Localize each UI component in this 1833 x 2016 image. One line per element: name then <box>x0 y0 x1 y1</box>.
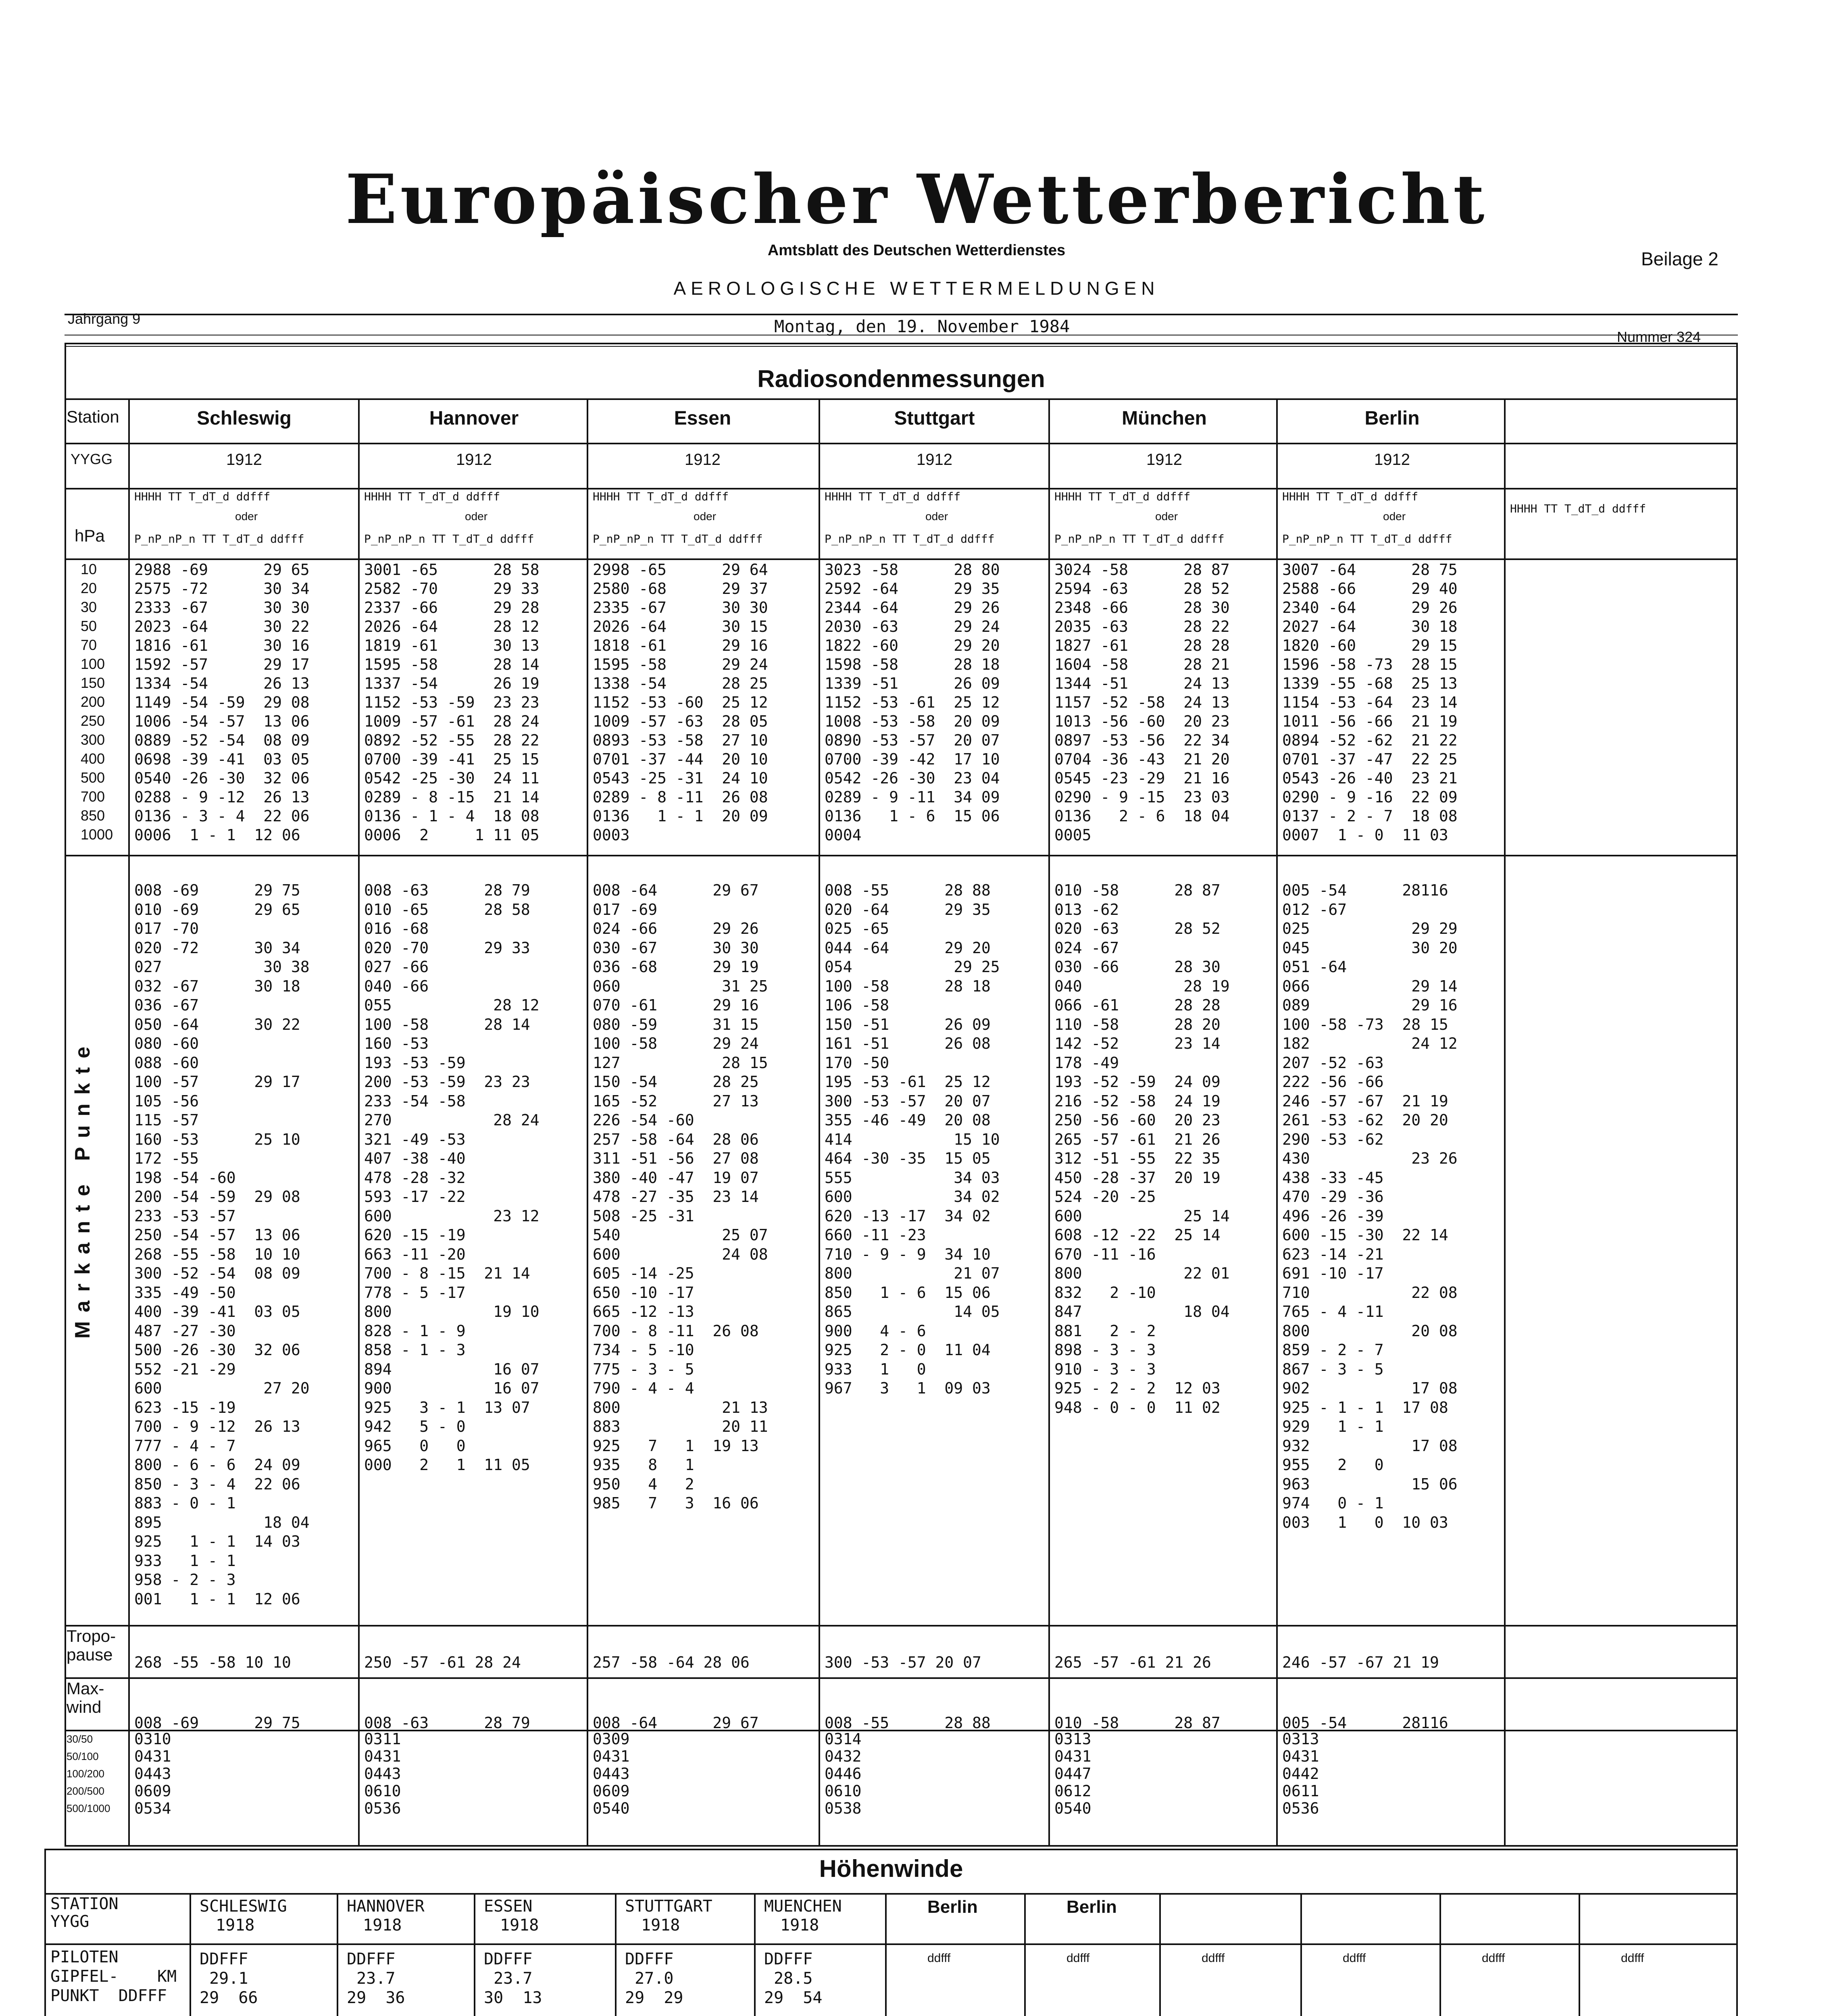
col-rule <box>474 1893 475 2016</box>
row-rule <box>44 1943 1738 1945</box>
col-rule <box>337 1893 338 2016</box>
wind-station-name: HANNOVER <box>347 1897 425 1916</box>
col-rule <box>358 398 360 1846</box>
column-header-alt: P_nP_nP_n TT T_dT_d ddfff <box>593 532 763 546</box>
column-header-alt: P_nP_nP_n TT T_dT_d ddfff <box>364 532 534 546</box>
column-header: HHHH TT T_dT_d ddfff <box>364 490 500 503</box>
issue-number: Nummer 324 <box>1617 329 1701 345</box>
wind-station-yygg: 1918 <box>641 1916 680 1935</box>
wind-ddfff-header: ddfff <box>1066 1951 1090 1965</box>
col-rule <box>128 398 130 1846</box>
col-rule <box>1439 1893 1441 2016</box>
col-rule <box>190 1893 191 2016</box>
page-title: Europäischer Wetterbericht <box>345 159 1488 239</box>
layer-thickness: 0309 0431 0443 0609 0540 <box>593 1730 630 1817</box>
wind-gipfel: DDFFF 28.5 29 54 <box>764 1950 823 2007</box>
col-rule <box>885 1893 887 2016</box>
maxwind-value: 010 -58 28 87 <box>1054 1714 1221 1732</box>
markante-punkte: 008 -63 28 79 010 -65 28 58 016 -68 020 -70 29 33 027 -66 040 -66 055 28 12 100 -58 28 14 160 -53 193 -53 -59 200 -53 -59 23 23 233 -54 -58 270 28 24 321 -49 -53 407 -38 -40 478 -28 -32 593 -17 -22 600 23 12 620 -15 -19 663 -11 -20 700 - 8 -15 21 14 778 - 5 -17 800 19 10 828 - 1 - 9 858 - 1 - 3 894 16 07 900 16 07 925 3 - 1 13 07 942 5 - 0 965 0 0 000 2 1 11 05 <box>364 881 539 1474</box>
station-name: Hannover <box>429 408 519 429</box>
station-name: München <box>1122 408 1207 429</box>
col-rule <box>1048 398 1050 1846</box>
markante-punkte: 010 -58 28 87 013 -62 020 -63 28 52 024 -67 030 -66 28 30 040 28 19 066 -61 28 28 110 -58 28 20 142 -52 23 14 178 -49 193 -52 -59 24 09 216 -52 -58 24 19 250 -56 -60 20 23 265 -57 -61 21 26 312 -51 -55 22 35 450 -28 -37 20 19 524 -20 -25 600 25 14 608 -12 -22 25 14 670 -11 -16 800 22 01 832 2 -10 847 18 04 881 2 - 2 898 - 3 - 3 910 - 3 - 3 925 - 2 - 2 12 03 948 - 0 - 0 11 02 <box>1054 881 1230 1416</box>
col-rule <box>1024 1893 1026 2016</box>
wind-station-name: ESSEN <box>484 1897 533 1916</box>
row-rule <box>65 1625 1738 1627</box>
wind-ddfff-header: ddfff <box>1482 1951 1505 1965</box>
col-rule <box>754 1893 756 2016</box>
wind-station-name: STUTTGART <box>625 1897 712 1916</box>
section-heading: AEROLOGISCHE WETTERMELDUNGEN <box>673 278 1160 299</box>
row-rule <box>65 558 1738 560</box>
station-name: Schleswig <box>197 408 292 429</box>
standard-levels: 3023 -58 28 80 2592 -64 29 35 2344 -64 29 26 2030 -63 29 24 1822 -60 29 20 1598 -58 28 18 1339 -51 26 09 1152 -53 -61 25 12 1008 -53 -58 20 09 0890 -53 -57 20 07 0700 -39 -42 17 10 0542 -26 -30 23 04 0289 - 9 -11 34 09 0136 1 - 6 15 06 0004 <box>825 561 1000 844</box>
markante-punkte: 005 -54 28116 012 -67 025 29 29 045 30 20 051 -64 066 29 14 089 29 16 100 -58 -73 28 15 182 24 12 207 -52 -63 222 -56 -66 246 -57 -67 21 19 261 -53 -62 20 20 290 -53 -62 430 23 26 438 -33 -45 470 -29 -36 496 -26 -39 600 -15 -30 22 14 623 -14 -21 691 -10 -17 710 22 08 765 - 4 -11 800 20 08 859 - 2 - 7 867 - 3 - 5 902 17 08 925 - 1 - 1 17 08 929 1 - 1 932 17 08 955 2 0 963 15 06 974 0 - 1 003 1 0 10 03 <box>1282 881 1458 1531</box>
wind-gipfel: DDFFF 29.1 29 66 <box>200 1950 258 2007</box>
markante-punkte: 008 -69 29 75 010 -69 29 65 017 -70 020 -72 30 34 027 30 38 032 -67 30 18 036 -67 050 -64 30 22 080 -60 088 -60 100 -57 29 17 105 -56 115 -57 160 -53 25 10 172 -55 198 -54 -60 200 -54 -59 29 08 233 -53 -57 250 -54 -57 13 06 268 -55 -58 10 10 300 -52 -54 08 09 335 -49 -50 400 -39 -41 03 05 487 -27 -30 500 -26 -30 32 06 552 -21 -29 600 27 20 623 -15 -19 700 - 9 -12 26 13 777 - 4 - 7 800 - 6 - 6 24 09 850 - 3 - 4 22 06 883 - 0 - 1 895 18 04 925 1 - 1 14 03 933 1 - 1 958 - 2 - 3 001 1 - 1 12 06 <box>134 881 310 1608</box>
standard-levels: 3024 -58 28 87 2594 -63 28 52 2348 -66 28 30 2035 -63 28 22 1827 -61 28 28 1604 -58 28 21 1344 -51 24 13 1157 -52 -58 24 13 1013 -56 -60 20 23 0897 -53 -56 22 34 0704 -36 -43 21 20 0545 -23 -29 21 16 0290 - 9 -15 23 03 0136 2 - 6 18 04 0005 <box>1054 561 1230 844</box>
label-hpa: hPa <box>75 526 105 545</box>
col-rule <box>819 398 820 1846</box>
layer-thickness: 0310 0431 0443 0609 0534 <box>134 1730 171 1817</box>
wind-ddfff-header: ddfff <box>927 1951 951 1965</box>
column-header-oder: oder <box>1155 510 1178 523</box>
station-yygg: 1912 <box>916 451 952 469</box>
standard-levels: 2988 -69 29 65 2575 -72 30 34 2333 -67 30 30 2023 -64 30 22 1816 -61 30 16 1592 -57 29 17 1334 -54 26 13 1149 -54 -59 29 08 1006 -54 -57 13 06 0889 -52 -54 08 09 0698 -39 -41 03 05 0540 -26 -30 32 06 0288 - 9 -12 26 13 0136 - 3 - 4 22 06 0006 1 - 1 12 06 <box>134 561 310 844</box>
column-header-oder: oder <box>694 510 717 523</box>
wind-ddfff-header: ddfff <box>1621 1951 1644 1965</box>
col-rule <box>1504 398 1506 1846</box>
station-yygg: 1912 <box>456 451 492 469</box>
tropopause-value: 265 -57 -61 21 26 <box>1054 1654 1211 1671</box>
column-header-alt: P_nP_nP_n TT T_dT_d ddfff <box>825 532 995 546</box>
wind-empty-station: Berlin <box>1066 1897 1117 1917</box>
label-station: Station <box>67 407 119 426</box>
issue-date: Montag, den 19. November 1984 <box>774 317 1070 336</box>
hpa-levels: 10 20 30 50 70 100 150 200 250 300 400 500 700 850 1000 <box>81 561 113 843</box>
publisher-subtitle: Amtsblatt des Deutschen Wetterdienstes <box>767 242 1066 259</box>
row-rule <box>65 488 1738 489</box>
standard-levels: 3007 -64 28 75 2588 -66 29 40 2340 -64 29 26 2027 -64 30 18 1820 -60 29 15 1596 -58 -73 28 15 1339 -55 -68 25 13 1154 -53 -64 23 14 1011 -56 -66 21 19 0894 -52 -62 21 22 0701 -37 -47 22 25 0543 -26 -40 23 21 0290 - 9 -16 22 09 0137 - 2 - 7 18 08 0007 1 - 0 11 03 <box>1282 561 1458 844</box>
tropopause-value: 246 -57 -67 21 19 <box>1282 1654 1439 1671</box>
label-tropopause: Tropo- pause <box>67 1627 116 1664</box>
maxwind-value: 005 -54 28116 <box>1282 1714 1448 1732</box>
wind-ddfff-header: ddfff <box>1202 1951 1225 1965</box>
layer-thickness: 0311 0431 0443 0610 0536 <box>364 1730 401 1817</box>
row-rule <box>65 443 1738 444</box>
tropopause-value: 257 -58 -64 28 06 <box>593 1654 750 1671</box>
wind-label-station: STATION YYGG <box>50 1895 119 1931</box>
maxwind-value: 008 -63 28 79 <box>364 1714 530 1732</box>
station-yygg: 1912 <box>226 451 262 469</box>
wind-gipfel: DDFFF 23.7 29 36 <box>347 1950 405 2007</box>
label-yygg: YYGG <box>71 451 113 467</box>
tropopause-value: 300 -53 -57 20 07 <box>825 1654 981 1671</box>
wind-ddfff-header: ddfff <box>1343 1951 1366 1965</box>
station-yygg: 1912 <box>1146 451 1182 469</box>
empty-col-header: HHHH TT T_dT_d ddfff <box>1510 502 1646 515</box>
column-header: HHHH TT T_dT_d ddfff <box>1282 490 1418 503</box>
station-name: Essen <box>674 408 731 429</box>
station-yygg: 1912 <box>1374 451 1410 469</box>
column-header: HHHH TT T_dT_d ddfff <box>1054 490 1191 503</box>
standard-levels: 2998 -65 29 64 2580 -68 29 37 2335 -67 30 30 2026 -64 30 15 1818 -61 29 16 1595 -58 29 24 1338 -54 28 25 1152 -53 -60 25 12 1009 -57 -63 28 05 0893 -53 -58 27 10 0701 -37 -44 20 10 0543 -25 -31 24 10 0289 - 8 -11 26 08 0136 1 - 1 20 09 0003 <box>593 561 768 844</box>
label-markante: Markante Punkte <box>71 1037 94 1339</box>
maxwind-value: 008 -64 29 67 <box>593 1714 759 1732</box>
wind-gipfel: DDFFF 23.7 30 13 <box>484 1950 542 2007</box>
tropopause-value: 268 -55 -58 10 10 <box>134 1654 291 1671</box>
layer-labels: 30/50 50/100 100/200 200/500 500/1000 <box>67 1733 110 1814</box>
station-yygg: 1912 <box>685 451 721 469</box>
col-rule <box>1159 1893 1161 2016</box>
column-header: HHHH TT T_dT_d ddfff <box>593 490 729 503</box>
radiosonde-title: Radiosondenmessungen <box>757 365 1045 392</box>
row-rule <box>65 1677 1738 1679</box>
column-header-alt: P_nP_nP_n TT T_dT_d ddfff <box>1054 532 1225 546</box>
maxwind-value: 008 -55 28 88 <box>825 1714 991 1732</box>
column-header-oder: oder <box>925 510 948 523</box>
beilage-label: Beilage 2 <box>1641 248 1718 269</box>
station-name: Berlin <box>1364 408 1420 429</box>
column-header-oder: oder <box>465 510 488 523</box>
station-name: Stuttgart <box>894 408 975 429</box>
wind-gipfel: DDFFF 27.0 29 29 <box>625 1950 683 2007</box>
col-rule <box>1579 1893 1580 2016</box>
jahrgang-label: Jahrgang 9 <box>68 310 141 327</box>
layer-thickness: 0313 0431 0442 0611 0536 <box>1282 1730 1319 1817</box>
col-rule <box>1300 1893 1302 2016</box>
header-rule <box>65 314 1738 315</box>
column-header-alt: P_nP_nP_n TT T_dT_d ddfff <box>134 532 304 546</box>
column-header-oder: oder <box>235 510 258 523</box>
wind-station-name: MUENCHEN <box>764 1897 842 1916</box>
label-maxwind: Max- wind <box>67 1679 104 1716</box>
wind-station-yygg: 1918 <box>780 1916 819 1935</box>
wind-station-yygg: 1918 <box>500 1916 539 1935</box>
markante-punkte: 008 -64 29 67 017 -69 024 -66 29 26 030 -67 30 30 036 -68 29 19 060 31 25 070 -61 29 16 080 -59 31 15 100 -58 29 24 127 28 15 150 -54 28 25 165 -52 27 13 226 -54 -60 257 -58 -64 28 06 311 -51 -56 27 08 380 -40 -47 19 07 478 -27 -35 23 14 508 -25 -31 540 25 07 600 24 08 605 -14 -25 650 -10 -17 665 -12 -13 700 - 8 -11 26 08 734 - 5 -10 775 - 3 - 5 790 - 4 - 4 800 21 13 883 20 11 925 7 1 19 13 935 8 1 950 4 2 985 7 3 16 06 <box>593 881 768 1512</box>
column-header-alt: P_nP_nP_n TT T_dT_d ddfff <box>1282 532 1452 546</box>
wind-station-yygg: 1918 <box>363 1916 402 1935</box>
column-header: HHHH TT T_dT_d ddfff <box>134 490 271 503</box>
layer-thickness: 0314 0432 0446 0610 0538 <box>825 1730 862 1817</box>
row-rule <box>65 398 1738 400</box>
wind-station-yygg: 1918 <box>216 1916 255 1935</box>
tropopause-value: 250 -57 -61 28 24 <box>364 1654 521 1671</box>
row-rule <box>44 1893 1738 1895</box>
layer-thickness: 0313 0431 0447 0612 0540 <box>1054 1730 1091 1817</box>
column-header: HHHH TT T_dT_d ddfff <box>825 490 961 503</box>
col-rule <box>615 1893 617 2016</box>
wind-station-name: SCHLESWIG <box>200 1897 287 1916</box>
row-rule <box>65 855 1738 856</box>
standard-levels: 3001 -65 28 58 2582 -70 29 33 2337 -66 29 28 2026 -64 28 12 1819 -61 30 13 1595 -58 28 14 1337 -54 26 19 1152 -53 -59 23 23 1009 -57 -61 28 24 0892 -52 -55 28 22 0700 -39 -41 25 15 0542 -25 -30 24 11 0289 - 8 -15 21 14 0136 - 1 - 4 18 08 0006 2 1 11 05 <box>364 561 539 844</box>
col-rule <box>1276 398 1278 1846</box>
wind-label-piloten: PILOTEN GIPFEL- KM PUNKT DDFFF <box>50 1948 177 2005</box>
wind-empty-station: Berlin <box>927 1897 978 1917</box>
hoehenwinde-title: Höhenwinde <box>819 1855 963 1882</box>
maxwind-value: 008 -69 29 75 <box>134 1714 300 1732</box>
column-header-oder: oder <box>1383 510 1406 523</box>
markante-punkte: 008 -55 28 88 020 -64 29 35 025 -65 044 -64 29 20 054 29 25 100 -58 28 18 106 -58 150 -51 26 09 161 -51 26 08 170 -50 195 -53 -61 25 12 300 -53 -57 20 07 355 -46 -49 20 08 414 15 10 464 -30 -35 15 05 555 34 03 600 34 02 620 -13 -17 34 02 660 -11 -23 710 - 9 - 9 34 10 800 21 07 850 1 - 6 15 06 865 14 05 900 4 - 6 925 2 - 0 11 04 933 1 0 967 3 1 09 03 <box>825 881 1000 1397</box>
col-rule <box>587 398 588 1846</box>
